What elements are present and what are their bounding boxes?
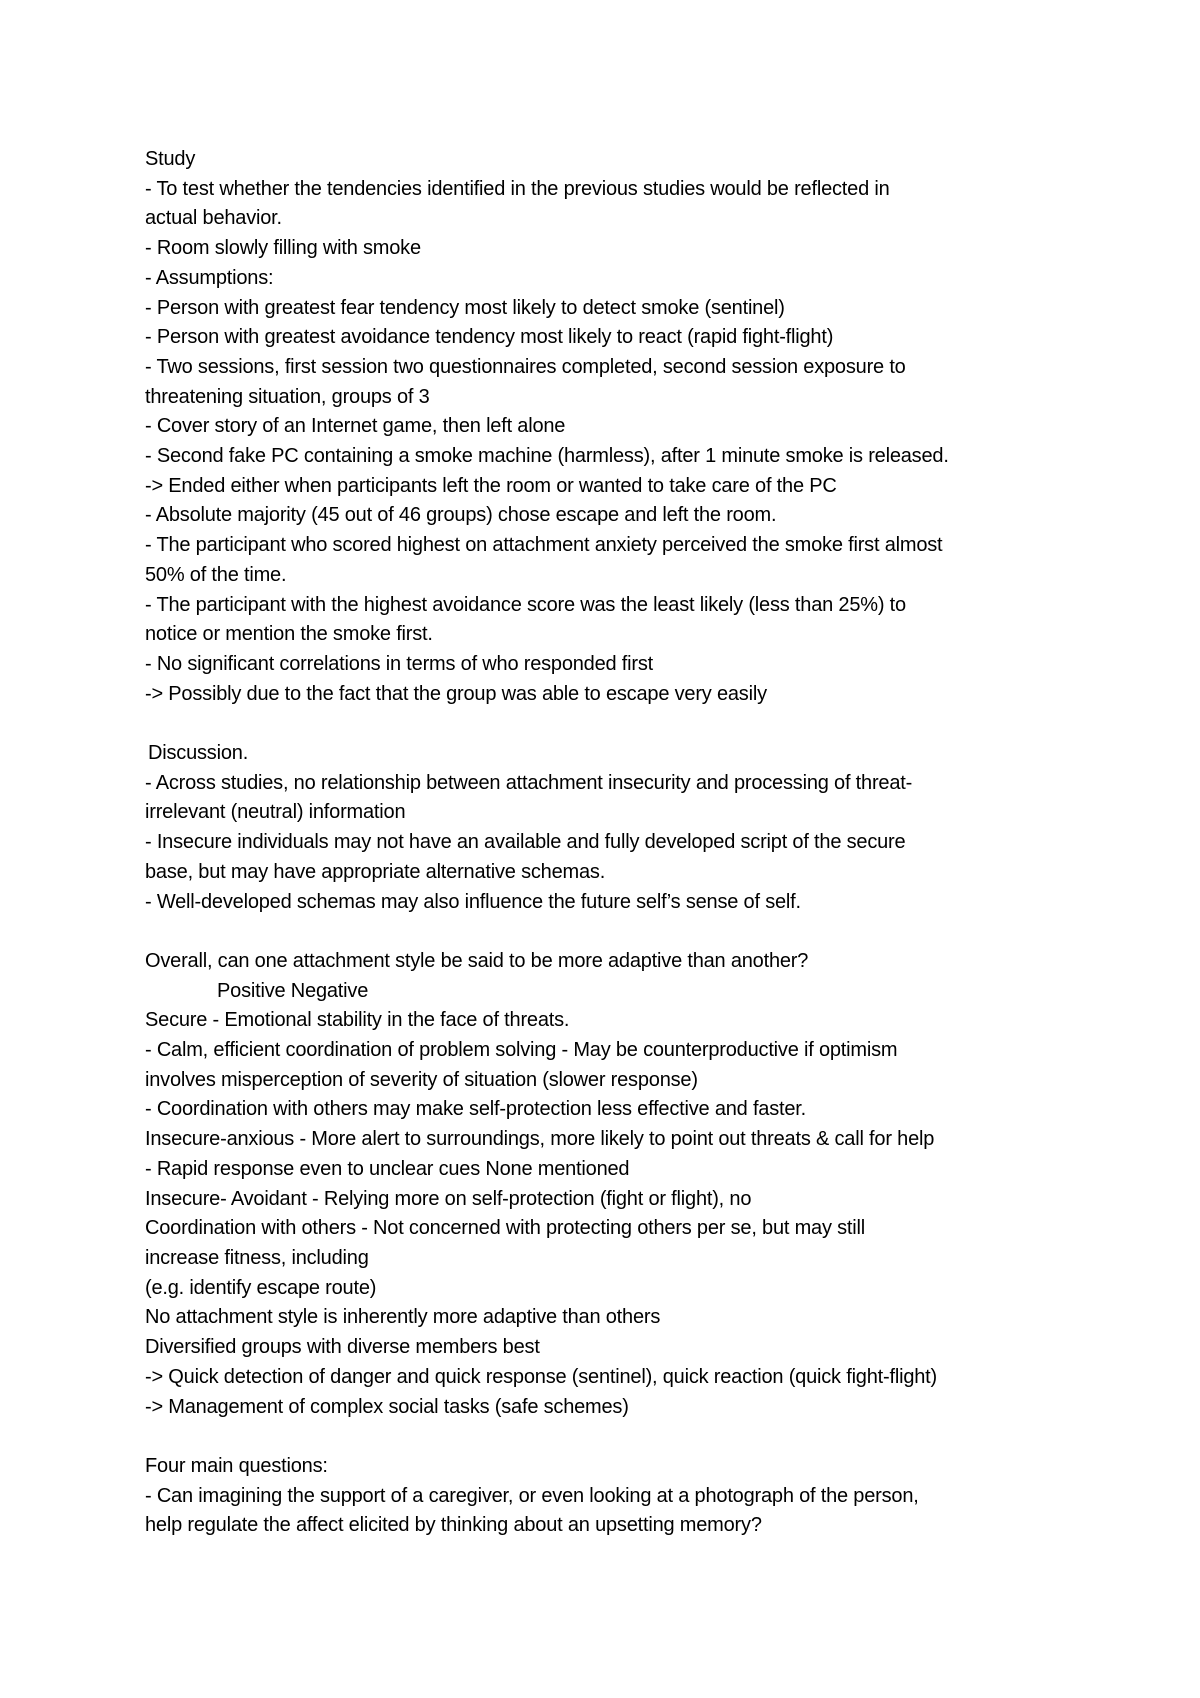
overall-line: Insecure-anxious - More alert to surroundings, more likely to point out threats & call for help — [145, 1128, 935, 1151]
study-line: - No significant correlations in terms of who responded first — [145, 652, 654, 675]
paragraph-spacer — [145, 1422, 1075, 1452]
overall-line: - Rapid response even to unclear cues None mentioned — [145, 1157, 630, 1180]
study-line: 50% of the time. — [145, 563, 287, 586]
document-body — [145, 145, 1075, 1541]
discussion-line: - Well-developed schemas may also influence the future self’s sense of self. — [145, 890, 801, 913]
discussion-line: irrelevant (neutral) information — [145, 801, 406, 824]
questions-heading: Four main questions: — [145, 1454, 328, 1477]
study-line: - Person with greatest fear tendency most likely to detect smoke (sentinel) — [145, 296, 785, 319]
paragraph-spacer — [145, 917, 1075, 947]
paragraph-spacer — [145, 709, 1075, 739]
discussion-line: base, but may have appropriate alternative schemas. — [145, 860, 606, 883]
study-line: - The participant with the highest avoidance score was the least likely (less than 25%) to — [145, 593, 906, 616]
overall-line: -> Management of complex social tasks (safe schemes) — [145, 1395, 629, 1418]
overall-line: Insecure- Avoidant - Relying more on self-protection (fight or flight), no — [145, 1187, 752, 1210]
study-line: - Absolute majority (45 out of 46 groups) chose escape and left the room. — [145, 504, 777, 527]
questions-line: - Can imagining the support of a caregiver, or even looking at a photograph of the person, — [145, 1484, 919, 1507]
overall-line: involves misperception of severity of situation (slower response) — [145, 1068, 698, 1091]
study-line: notice or mention the smoke first. — [145, 623, 433, 646]
study-line: -> Possibly due to the fact that the group was able to escape very easily — [145, 682, 767, 705]
study-line: - Person with greatest avoidance tendency most likely to react (rapid fight-flight) — [145, 326, 834, 349]
study-line: - Two sessions, first session two questionnaires completed, second session exposure to — [145, 355, 906, 378]
overall-heading: Overall, can one attachment style be said to be more adaptive than another? — [145, 949, 809, 972]
study-line: threatening situation, groups of 3 — [145, 385, 430, 408]
study-heading: Study — [145, 148, 196, 170]
overall-line: - Calm, efficient coordination of problem solving - May be counterproductive if optimism — [145, 1039, 898, 1062]
study-line: - Cover story of an Internet game, then left alone — [145, 415, 566, 438]
study-section — [145, 145, 1075, 709]
discussion-section — [145, 739, 1075, 917]
questions-line: help regulate the affect elicited by thinking about an upsetting memory? — [145, 1514, 762, 1537]
study-line: - The participant who scored highest on attachment anxiety perceived the smoke first almost — [145, 534, 943, 557]
study-line: actual behavior. — [145, 207, 282, 230]
discussion-line: - Across studies, no relationship between attachment insecurity and processing of threat- — [145, 771, 913, 794]
discussion-heading: Discussion. — [148, 742, 249, 765]
overall-line: increase fitness, including — [145, 1246, 369, 1269]
overall-line: Diversified groups with diverse members best — [145, 1336, 540, 1359]
questions-section — [145, 1452, 1075, 1541]
study-line: - Second fake PC containing a smoke machine (harmless), after 1 minute smoke is released. — [145, 445, 949, 468]
discussion-line: - Insecure individuals may not have an available and fully developed script of the secure — [145, 831, 906, 854]
overall-line: No attachment style is inherently more adaptive than others — [145, 1306, 661, 1329]
overall-line: Secure - Emotional stability in the face of threats. — [145, 1009, 570, 1032]
overall-line: (e.g. identify escape route) — [145, 1276, 377, 1299]
overall-columns: Positive Negative — [217, 979, 369, 1002]
overall-line: - Coordination with others may make self-protection less effective and faster. — [145, 1098, 807, 1121]
study-line: - Assumptions: — [145, 266, 274, 289]
overall-section — [145, 947, 1075, 1422]
study-line: - Room slowly filling with smoke — [145, 237, 421, 260]
study-line: - To test whether the tendencies identified in the previous studies would be reflected in — [145, 177, 890, 200]
overall-line: -> Quick detection of danger and quick response (sentinel), quick reaction (quick fight-flight) — [145, 1365, 937, 1388]
overall-line: Coordination with others - Not concerned with protecting others per se, but may still — [145, 1217, 866, 1240]
study-line: -> Ended either when participants left the room or wanted to take care of the PC — [145, 474, 837, 497]
